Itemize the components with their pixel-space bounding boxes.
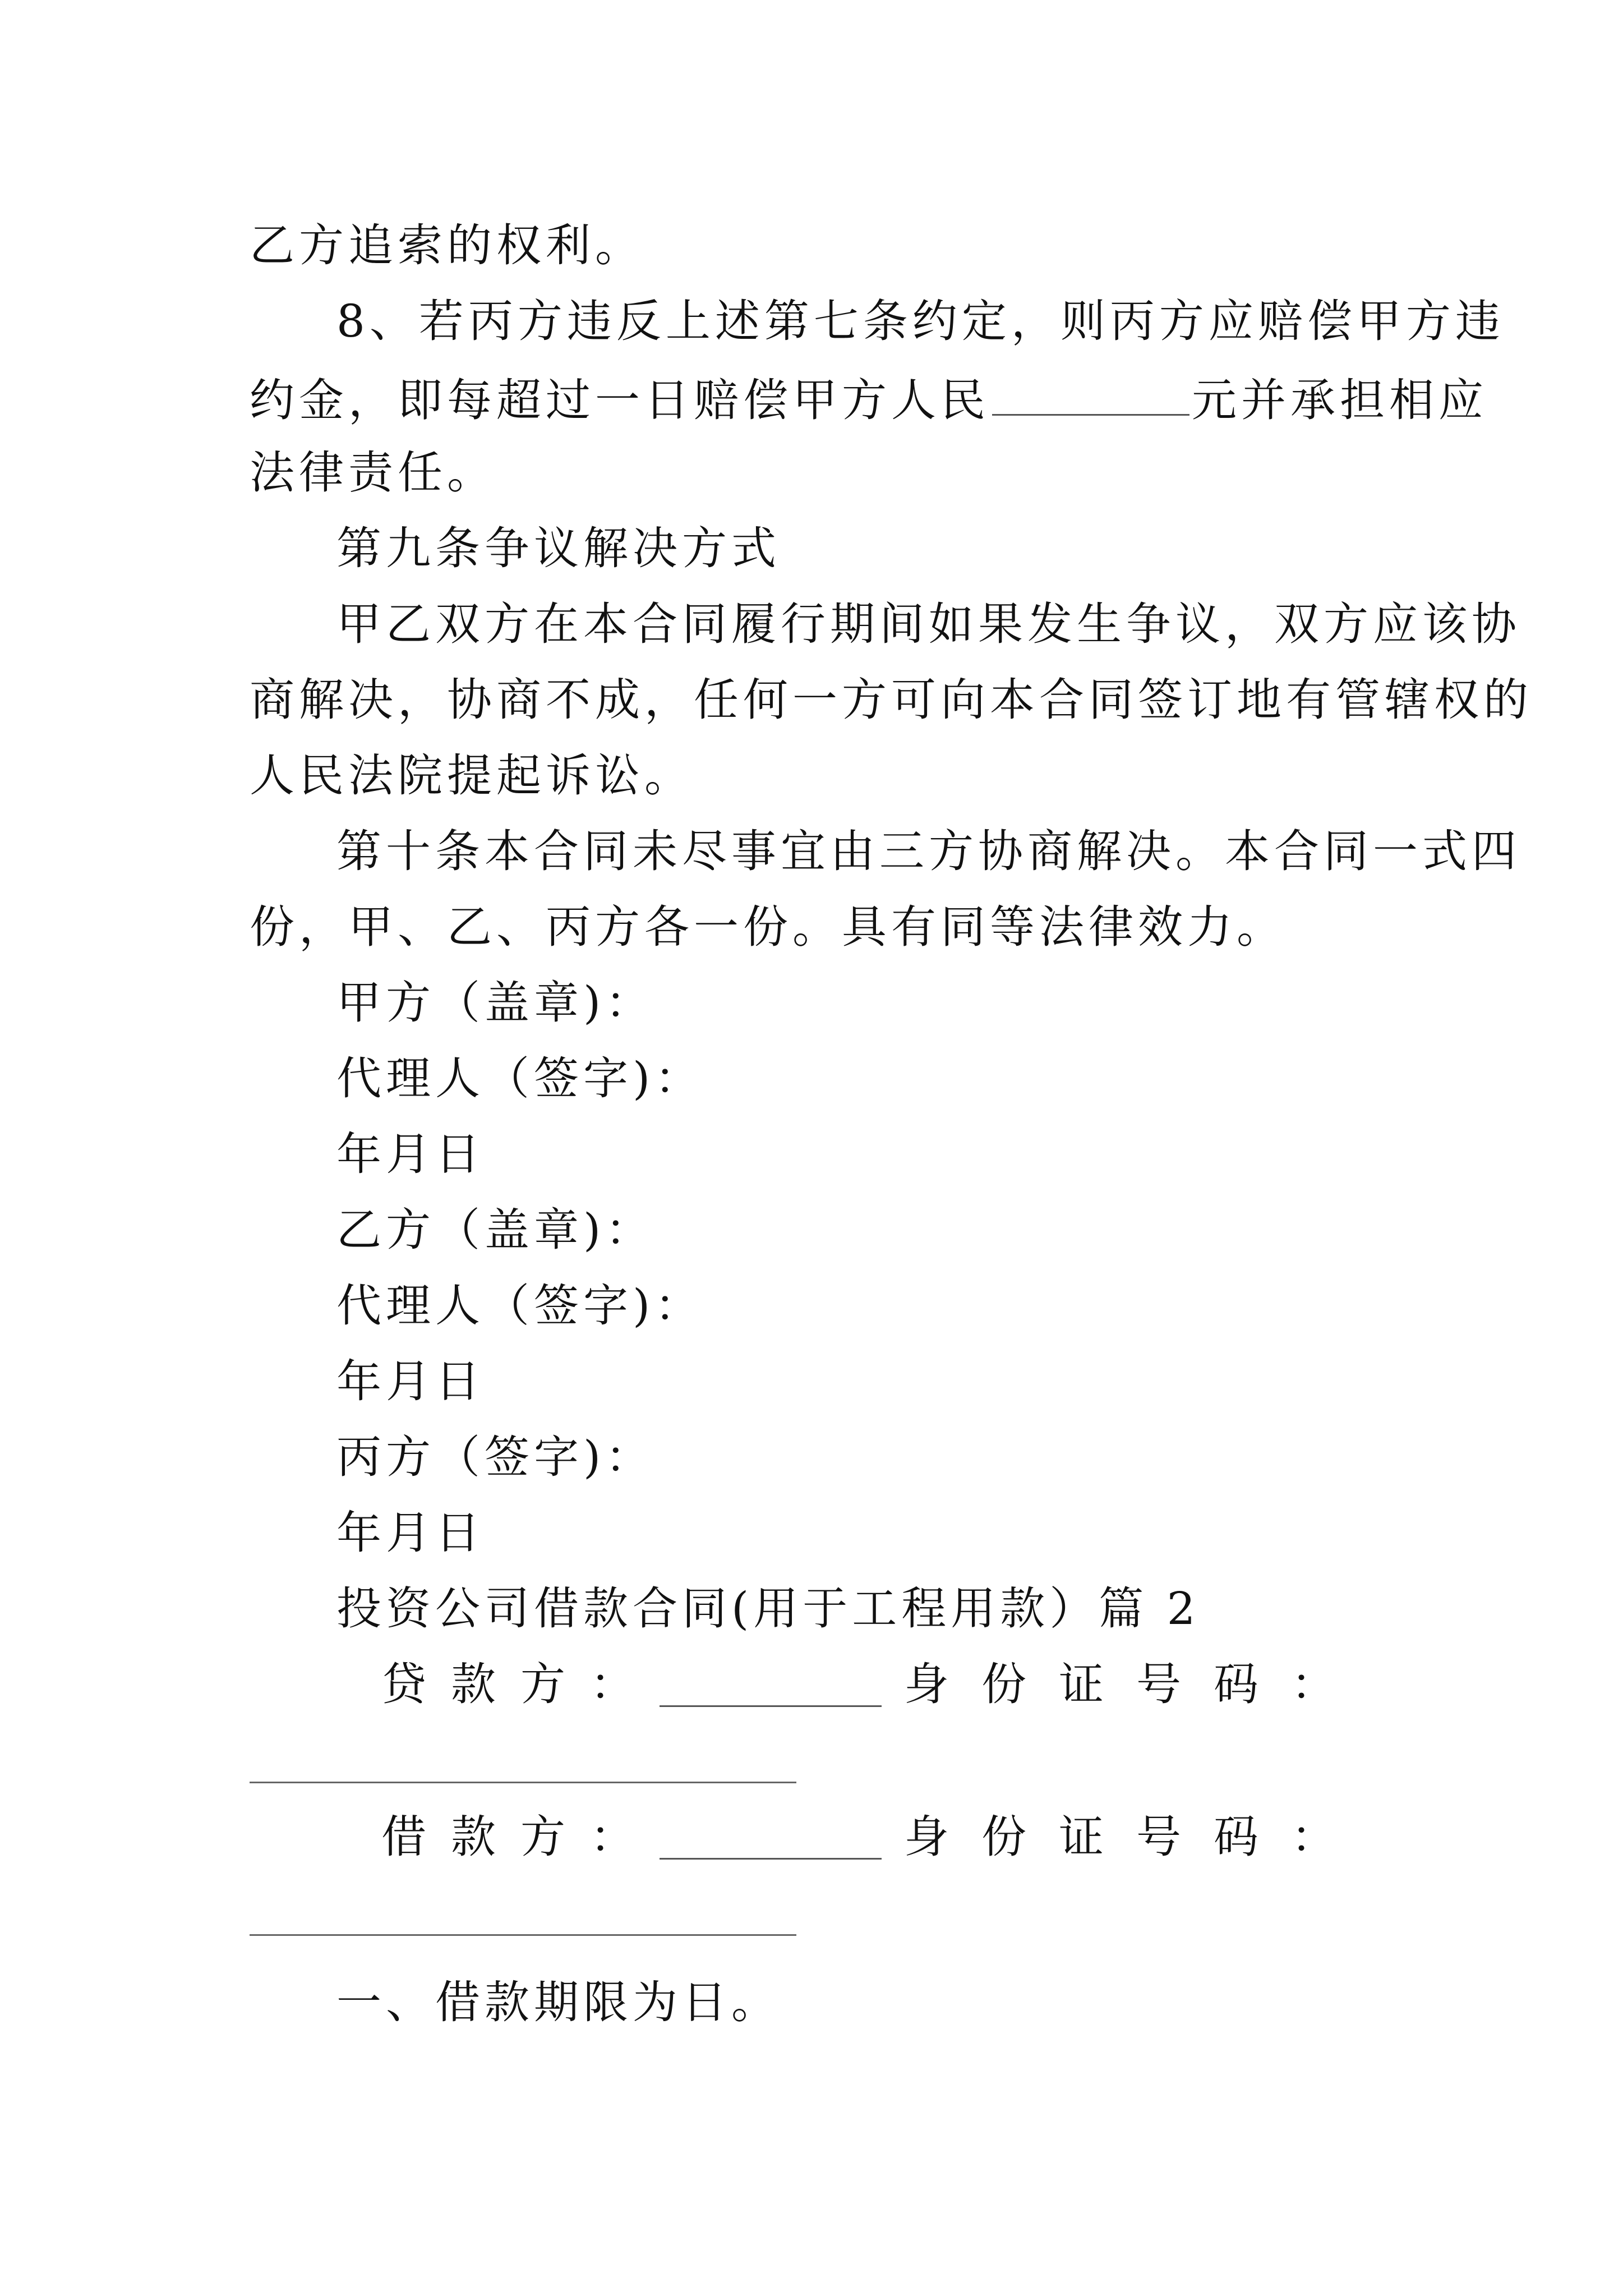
- agent-a-sign-label: 代理人（签字)：: [336, 1052, 704, 1105]
- lender-id-label: 身份证号码：: [904, 1658, 1368, 1710]
- party-a-seal-label: 甲方（盖章)：: [336, 977, 655, 1029]
- borrower-id-label: 身份证号码：: [904, 1811, 1368, 1863]
- borrower-label: 借款方：: [381, 1811, 660, 1863]
- clause-8-line-3: 法律责任。: [250, 447, 496, 499]
- article-9-line-2: 商解决，协商不成，任何一方可向本合同签订地有管辖权的: [250, 674, 1533, 726]
- article-10-line-1: 第十条本合同未尽事宜由三方协商解决。本合同一式四: [336, 825, 1521, 877]
- amount-blank: [992, 375, 1189, 416]
- lender-name-blank: [660, 1665, 882, 1707]
- article-9-title: 第九条争议解决方式: [336, 522, 781, 574]
- clause-8-text-b: 元并承担相应: [1192, 374, 1488, 426]
- lender-row: [381, 1658, 1368, 1710]
- paragraph-text: 乙方追索的权利。: [250, 219, 644, 272]
- party-c-sign-label: 丙方（签字)：: [336, 1431, 655, 1483]
- date-a-label: 年月日: [336, 1128, 485, 1180]
- article-9-line-1: 甲乙双方在本合同履行期间如果发生争议，双方应该协: [336, 598, 1521, 650]
- clause-8-line-1: 8、若丙方违反上述第七条约定，则丙方应赔偿甲方违: [336, 295, 1505, 347]
- date-c-label: 年月日: [336, 1507, 485, 1559]
- clause-8-line-2: [250, 374, 1488, 426]
- lender-id-blank: [250, 1782, 796, 1783]
- agent-b-sign-label: 代理人（签字)：: [336, 1280, 704, 1332]
- term-clause: 一、借款期限为日。: [336, 1976, 781, 2028]
- borrower-name-blank: [660, 1818, 882, 1860]
- lender-label: 贷款方：: [381, 1658, 660, 1710]
- party-b-seal-label: 乙方（盖章)：: [336, 1204, 655, 1256]
- borrower-row: [381, 1811, 1368, 1863]
- section-2-title: 投资公司借款合同(用于工程用款）篇 2: [336, 1582, 1200, 1635]
- borrower-id-blank: [250, 1934, 796, 1936]
- article-9-line-3: 人民法院提起诉讼。: [250, 749, 694, 802]
- article-10-line-2: 份，甲、乙、丙方各一份。具有同等法律效力。: [250, 901, 1286, 953]
- clause-8-text-a: 约金，即每超过一日赔偿甲方人民: [250, 374, 990, 426]
- date-b-label: 年月日: [336, 1355, 485, 1407]
